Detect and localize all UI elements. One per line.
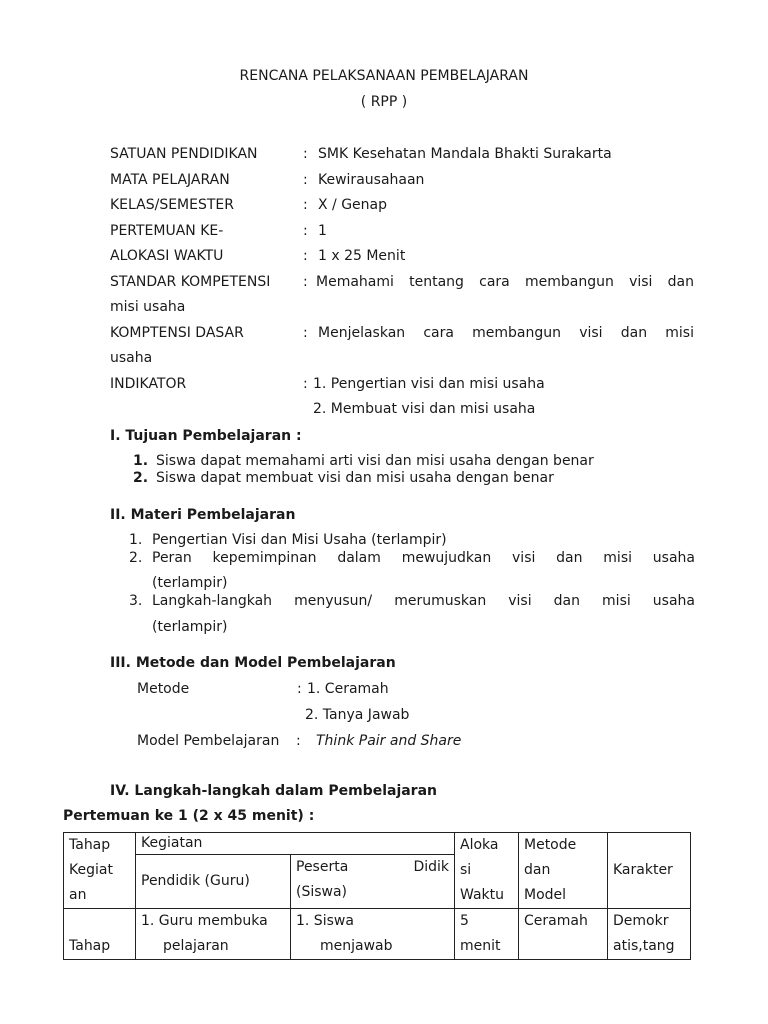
indikator-item-2: 2. Membuat visi dan misi usaha	[313, 401, 536, 417]
metode-colon: :	[297, 681, 302, 697]
materi-num-3: 3.	[129, 593, 143, 609]
row1-alokasi-line2: menit	[460, 938, 501, 954]
alokasi-value: 1 x 25 Menit	[318, 248, 406, 264]
row1-tahap: Tahap	[64, 909, 136, 960]
alokasi-label: ALOKASI WAKTU	[110, 248, 224, 264]
metode-heading: III. Metode dan Model Pembelajaran	[110, 655, 396, 671]
langkah-heading: IV. Langkah-langkah dalam Pembelajaran	[110, 783, 438, 799]
row1-siswa-line1: 1. Siswa	[296, 913, 354, 929]
pertemuan-value: 1	[318, 223, 327, 239]
indikator-item-1: 1. Pengertian visi dan misi usaha	[313, 376, 545, 392]
header-metode-line2: dan	[524, 862, 551, 878]
table-row	[64, 909, 691, 960]
model-label: Model Pembelajaran	[137, 733, 280, 749]
metode-item-2: 2. Tanya Jawab	[305, 707, 410, 723]
header-siswa	[291, 855, 455, 909]
satuan-colon: :	[303, 146, 308, 162]
model-colon: :	[296, 733, 301, 749]
header-tahap-line1: Tahap	[69, 837, 111, 853]
header-alokasi-line3: Waktu	[460, 887, 504, 903]
row1-alokasi	[455, 909, 519, 960]
header-tahap-line2: Kegiat	[69, 862, 113, 878]
header-alokasi-line2: si	[460, 862, 472, 878]
alokasi-colon: :	[303, 248, 308, 264]
header-metode	[519, 833, 608, 909]
header-karakter: Karakter	[608, 833, 691, 909]
row1-guru-line2: pelajaran	[163, 938, 229, 954]
kd-value-line1: Menjelaskan cara membangun visi dan misi	[318, 325, 694, 341]
header-metode-line1: Metode	[524, 837, 577, 853]
row1-karakter	[608, 909, 691, 960]
mapel-label: MATA PELAJARAN	[110, 172, 230, 188]
kelas-value: X / Genap	[318, 197, 388, 213]
materi-item-2-line1: Peran kepemimpinan dalam mewujudkan visi dan misi usaha	[152, 550, 695, 566]
row1-siswa	[291, 909, 455, 960]
kegiatan-table	[63, 832, 691, 960]
row1-karakter-line2: atis,tang	[613, 938, 675, 954]
header-metode-line3: Model	[524, 887, 567, 903]
tujuan-num-2: 2.	[133, 470, 149, 486]
pertemuan-label: PERTEMUAN KE-	[110, 223, 224, 239]
metode-item-1: 1. Ceramah	[307, 681, 389, 697]
row1-karakter-line1: Demokr	[613, 913, 669, 929]
page-subtitle: ( RPP )	[360, 94, 408, 110]
pertemuan-heading: Pertemuan ke 1 (2 x 45 menit) :	[63, 808, 315, 824]
header-siswa-word1: Peserta	[296, 859, 349, 875]
materi-item-3-line2: (terlampir)	[152, 619, 228, 635]
tujuan-num-1: 1.	[133, 453, 149, 469]
indikator-label: INDIKATOR	[110, 376, 187, 392]
kd-colon: :	[303, 325, 308, 341]
mapel-colon: :	[303, 172, 308, 188]
satuan-value: SMK Kesehatan Mandala Bhakti Surakarta	[318, 146, 612, 162]
page-title: RENCANA PELAKSANAAN PEMBELAJARAN	[239, 68, 529, 84]
header-siswa-word2: Didik	[413, 859, 449, 875]
header-alokasi-line1: Aloka	[460, 837, 499, 853]
materi-item-2-line2: (terlampir)	[152, 575, 228, 591]
indikator-colon: :	[303, 376, 308, 392]
header-guru: Pendidik (Guru)	[136, 855, 291, 909]
mapel-value: Kewirausahaan	[318, 172, 425, 188]
sk-colon: :	[303, 274, 308, 290]
materi-item-3-line1: Langkah-langkah menyusun/ merumuskan visi dan misi usaha	[152, 593, 695, 609]
satuan-label: SATUAN PENDIDIKAN	[110, 146, 258, 162]
tujuan-item-1: Siswa dapat memahami arti visi dan misi usaha dengan benar	[156, 453, 594, 469]
materi-num-2: 2.	[129, 550, 143, 566]
row1-guru	[136, 909, 291, 960]
row1-metode: Ceramah	[519, 909, 608, 960]
header-tahap-line3: an	[69, 887, 87, 903]
kd-label: KOMPTENSI DASAR	[110, 325, 244, 341]
row1-alokasi-line1: 5	[460, 913, 469, 929]
sk-label: STANDAR KOMPETENSI	[110, 274, 271, 290]
materi-item-1: Pengertian Visi dan Misi Usaha (terlampir)	[152, 532, 447, 548]
model-value: Think Pair and Share	[316, 733, 462, 749]
row1-guru-line1: 1. Guru membuka	[141, 913, 268, 929]
header-siswa-line2: (Siswa)	[296, 884, 348, 900]
header-kegiatan: Kegiatan	[136, 833, 455, 855]
kd-value-line2: usaha	[110, 350, 153, 366]
header-tahap	[64, 833, 136, 909]
materi-num-1: 1.	[129, 532, 143, 548]
sk-value-line1: Memahami tentang cara membangun visi dan	[316, 274, 694, 290]
kelas-label: KELAS/SEMESTER	[110, 197, 234, 213]
pertemuan-colon: :	[303, 223, 308, 239]
materi-heading: II. Materi Pembelajaran	[110, 507, 296, 523]
tujuan-item-2: Siswa dapat membuat visi dan misi usaha dengan benar	[156, 470, 554, 486]
kelas-colon: :	[303, 197, 308, 213]
header-alokasi	[455, 833, 519, 909]
table-header-row-1	[64, 833, 691, 855]
tujuan-heading: I. Tujuan Pembelajaran :	[110, 428, 302, 444]
metode-label: Metode	[137, 681, 190, 697]
row1-siswa-line2: menjawab	[320, 938, 393, 954]
sk-value-line2: misi usaha	[110, 299, 186, 315]
